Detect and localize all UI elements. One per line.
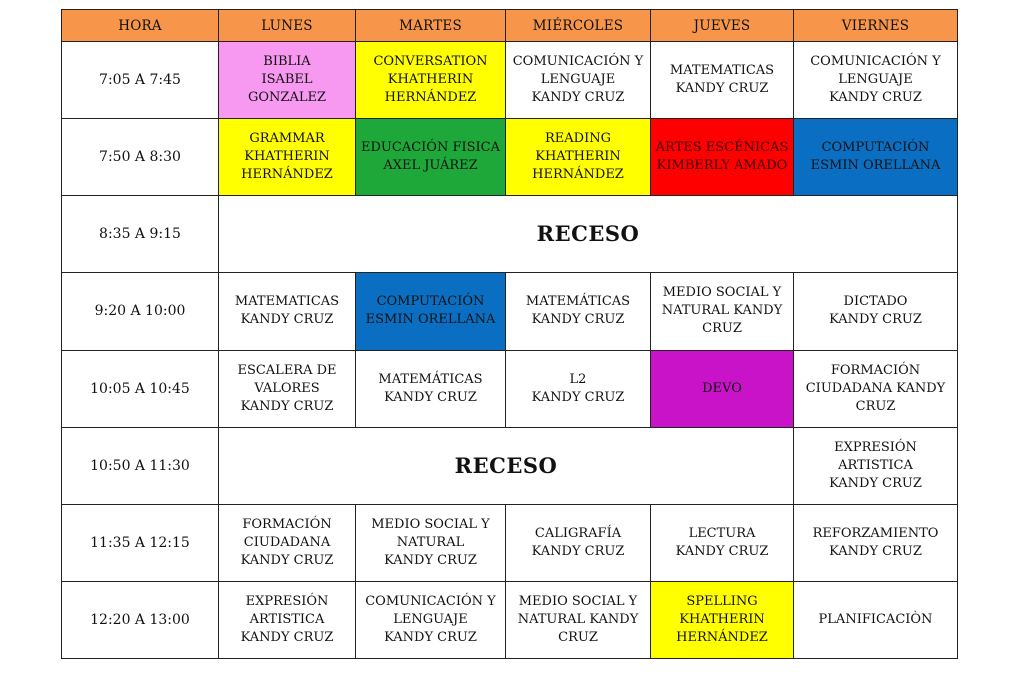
- class-schedule-table: [61, 9, 958, 659]
- class-cell: L2 KANDY CRUZ: [506, 350, 651, 427]
- time-slot-cell: 12:20 A 13:00: [62, 581, 219, 658]
- schedule-row: [62, 427, 958, 504]
- time-slot-cell: 10:50 A 11:30: [62, 427, 219, 504]
- class-cell: SPELLING KHATHERIN HERNÁNDEZ: [651, 581, 794, 658]
- header-lunes: LUNES: [219, 10, 356, 42]
- class-cell: COMPUTACIÓN ESMIN ORELLANA: [356, 273, 506, 350]
- header-viernes: VIERNES: [794, 10, 958, 42]
- class-cell: REFORZAMIENTO KANDY CRUZ: [794, 504, 958, 581]
- header-row: [62, 10, 958, 42]
- class-cell: DICTADO KANDY CRUZ: [794, 273, 958, 350]
- header-martes: MARTES: [356, 10, 506, 42]
- class-cell: COMPUTACIÓN ESMIN ORELLANA: [794, 119, 958, 196]
- time-slot-cell: 11:35 A 12:15: [62, 504, 219, 581]
- class-cell: DEVO: [651, 350, 794, 427]
- class-cell: ESCALERA DE VALORES KANDY CRUZ: [219, 350, 356, 427]
- recess-cell: RECESO: [219, 427, 794, 504]
- time-slot-cell: 7:05 A 7:45: [62, 42, 219, 119]
- class-cell: MATEMÁTICAS KANDY CRUZ: [506, 273, 651, 350]
- class-cell: FORMACIÓN CIUDADANA KANDY CRUZ: [794, 350, 958, 427]
- time-slot-cell: 7:50 A 8:30: [62, 119, 219, 196]
- class-cell: CONVERSATION KHATHERIN HERNÁNDEZ: [356, 42, 506, 119]
- recess-cell: RECESO: [219, 196, 958, 273]
- time-slot-cell: 9:20 A 10:00: [62, 273, 219, 350]
- header-hora: HORA: [62, 10, 219, 42]
- class-cell: PLANIFICACIÒN: [794, 581, 958, 658]
- class-cell: EXPRESIÓN ARTISTICA KANDY CRUZ: [794, 427, 958, 504]
- class-cell: LECTURA KANDY CRUZ: [651, 504, 794, 581]
- class-cell: MATEMATICAS KANDY CRUZ: [651, 42, 794, 119]
- class-cell: CALIGRAFÍA KANDY CRUZ: [506, 504, 651, 581]
- header-miercoles: MIÉRCOLES: [506, 10, 651, 42]
- schedule-row: [62, 196, 958, 273]
- class-cell: EDUCACIÓN FISICA AXEL JUÁREZ: [356, 119, 506, 196]
- class-cell: FORMACIÓN CIUDADANA KANDY CRUZ: [219, 504, 356, 581]
- class-cell: MEDIO SOCIAL Y NATURAL KANDY CRUZ: [506, 581, 651, 658]
- class-cell: MATEMÁTICAS KANDY CRUZ: [356, 350, 506, 427]
- class-cell: ARTES ESCÉNICAS KIMBERLY AMADO: [651, 119, 794, 196]
- class-cell: READING KHATHERIN HERNÁNDEZ: [506, 119, 651, 196]
- schedule-row: [62, 581, 958, 658]
- header-jueves: JUEVES: [651, 10, 794, 42]
- class-cell: COMUNICACIÓN Y LENGUAJE KANDY CRUZ: [506, 42, 651, 119]
- class-cell: BIBLIA ISABEL GONZALEZ: [219, 42, 356, 119]
- class-cell: MATEMATICAS KANDY CRUZ: [219, 273, 356, 350]
- schedule-row: [62, 504, 958, 581]
- class-cell: MEDIO SOCIAL Y NATURAL KANDY CRUZ: [356, 504, 506, 581]
- time-slot-cell: 8:35 A 9:15: [62, 196, 219, 273]
- class-cell: COMUNICACIÓN Y LENGUAJE KANDY CRUZ: [356, 581, 506, 658]
- class-cell: EXPRESIÓN ARTISTICA KANDY CRUZ: [219, 581, 356, 658]
- schedule-row: [62, 119, 958, 196]
- class-cell: COMUNICACIÓN Y LENGUAJE KANDY CRUZ: [794, 42, 958, 119]
- schedule-row: [62, 273, 958, 350]
- time-slot-cell: 10:05 A 10:45: [62, 350, 219, 427]
- class-cell: MEDIO SOCIAL Y NATURAL KANDY CRUZ: [651, 273, 794, 350]
- class-cell: GRAMMAR KHATHERIN HERNÁNDEZ: [219, 119, 356, 196]
- schedule-row: [62, 350, 958, 427]
- schedule-row: [62, 42, 958, 119]
- schedule-body: [62, 42, 958, 659]
